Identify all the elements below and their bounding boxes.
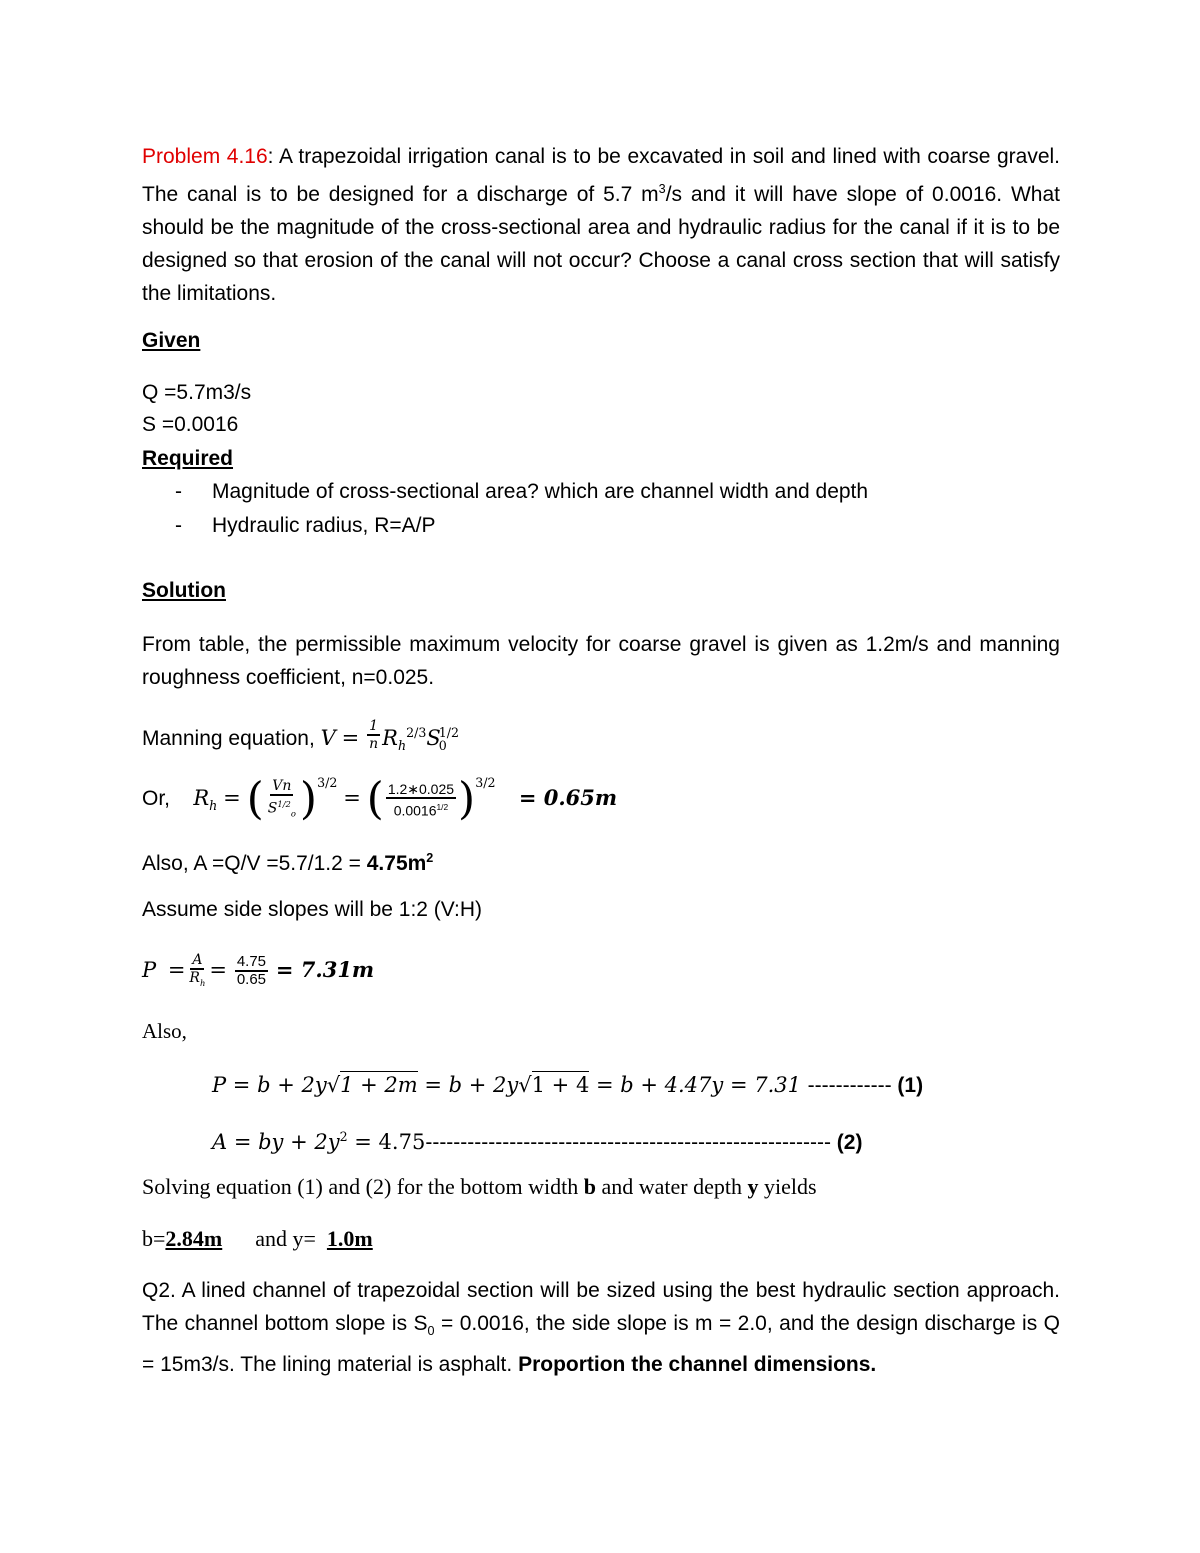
rh-result: = 0.65m <box>518 785 618 810</box>
q2-text-b: = 0.0016, the side slope is m = 2.0, and the design discharge is Q = 15m3/s. The lining material is asphalt. <box>142 1312 1061 1377</box>
manning-frac-den: n <box>369 736 379 753</box>
rh-frac1-num: Vn <box>272 777 292 794</box>
rh-paren-close-1: ) <box>299 773 318 825</box>
eq1-a: P = b + 2y <box>212 1073 327 1097</box>
problem-label: Problem 4.16 <box>142 145 268 168</box>
result-y-value: 1.0m <box>326 1226 373 1251</box>
eq2-tag: (2) <box>836 1131 863 1154</box>
required-bullet-1: - <box>175 480 182 503</box>
q2-text-sub: 0 <box>427 1324 435 1339</box>
p-frac1-den <box>187 970 207 991</box>
equation-2 <box>212 1122 862 1158</box>
p-result: = 7.31m <box>275 957 375 982</box>
p-frac2-den: 0.65 <box>236 971 267 989</box>
problem-text-sup: 3 <box>658 182 666 196</box>
manning-frac-num: 1 <box>369 718 379 735</box>
assume-line: Assume side slopes will be 1:2 (V:H) <box>142 898 483 921</box>
area-result: 4.75m <box>366 852 427 875</box>
p-frac2-num: 4.75 <box>236 953 267 971</box>
rh-paren-close-2: ) <box>458 773 476 825</box>
rh-equation <box>142 770 617 829</box>
rh-frac2-den-base: 0.0016 <box>393 802 437 819</box>
or-label: Or, <box>142 787 171 810</box>
rh-frac2-num: 1.2∗0.025 <box>387 780 455 797</box>
given-s: S =0.0016 <box>142 413 239 436</box>
sqrt-symbol-2: √ <box>518 1073 532 1097</box>
solution-intro: From table, the permissible maximum velocity for coarse gravel is given as 1.2m/s and manning roughness coefficient, n=0.025. <box>142 633 1060 689</box>
p-frac1-den-base: R <box>189 970 200 987</box>
eq1-sqrt1: 1 + 2m <box>340 1073 418 1097</box>
perimeter-equation <box>142 950 374 991</box>
eq1-c: = b + 4.47y = 7.31 <box>589 1073 808 1097</box>
eq1-b: = b + 2y <box>417 1073 519 1097</box>
given-q: Q =5.7m3/s <box>142 381 252 404</box>
area-line <box>142 843 433 879</box>
q2-text-bold: Proportion the channel dimensions. <box>518 1353 877 1377</box>
eq2-dashes: ---------------------------------------------------------- <box>425 1131 837 1154</box>
solving-d: yields <box>758 1174 817 1199</box>
result-b-label: b= <box>142 1226 166 1251</box>
result-and: and y= <box>255 1226 322 1251</box>
area-result-sup: 2 <box>426 851 434 865</box>
eq2-b: = 4.75 <box>347 1130 426 1154</box>
rh-frac1-den <box>266 796 298 821</box>
p-eq: = <box>167 958 186 982</box>
eq1-tag: (1) <box>897 1074 924 1097</box>
rh-frac2-den <box>392 799 450 819</box>
rh-eq2: = <box>343 786 361 810</box>
p-fraction-2 <box>235 954 268 988</box>
given-heading: Given <box>142 329 201 352</box>
rh-frac1-den-sub: o <box>290 808 296 819</box>
p-frac1-num: A <box>192 952 203 969</box>
problem-text-b: /s and it will have slope of 0.0016. What should be the magnitude of the cross-sectional area and hydraulic radius for the canal if it is to be designed so that erosion of the canal will not occur? Choose a canal cross section that will satisfy the limitations. <box>142 183 1061 305</box>
manning-eq: = <box>341 726 360 750</box>
problem-text-a: : A trapezoidal irrigation canal is to be excavated in soil and lined with coarse gravel. The canal is to be designed for a discharge of 5.7 m <box>142 145 1061 206</box>
p-eq2: = <box>209 958 227 982</box>
manning-s-sub: 0 <box>438 738 447 754</box>
solving-y: y <box>747 1174 759 1199</box>
problem-statement <box>142 140 1060 310</box>
rh-exp-1: 3/2 <box>317 775 338 790</box>
manning-v: V <box>320 726 336 750</box>
rh-fraction-1 <box>266 778 298 821</box>
eq2-sup: 2 <box>339 1129 348 1144</box>
rh-fraction-2 <box>386 781 456 819</box>
manning-equation <box>142 718 467 761</box>
rh-eq: = <box>223 786 241 810</box>
result-line <box>142 1224 373 1254</box>
manning-fraction <box>367 718 380 752</box>
p-fraction-1 <box>187 952 207 991</box>
required-item-2: Hydraulic radius, R=A/P <box>212 514 436 537</box>
rh-symbol: R <box>193 786 210 810</box>
solving-a: Solving equation (1) and (2) for the bottom width <box>142 1174 584 1199</box>
q2-statement <box>142 1274 1060 1381</box>
q2-text-a: Q2. A lined channel of trapezoidal section will be sized using the best hydraulic section approach. The channel bottom slope is S <box>142 1279 1060 1335</box>
manning-label: Manning equation, <box>142 727 315 750</box>
area-text: Also, A =Q/V =5.7/1.2 = <box>142 852 367 875</box>
manning-rh-sub: h <box>397 738 407 754</box>
solving-b: b <box>583 1174 597 1199</box>
sqrt-symbol-1: √ <box>326 1073 341 1097</box>
also-label: Also, <box>142 1019 187 1043</box>
p-frac1-den-sub: h <box>199 977 206 988</box>
solving-line <box>142 1172 817 1202</box>
manning-rh: R <box>382 726 398 750</box>
eq1-dashes: ------------ <box>807 1074 898 1097</box>
solving-c: and water depth <box>596 1174 748 1199</box>
rh-frac2-den-exp: 1/2 <box>436 801 449 812</box>
rh-symbol-sub: h <box>209 798 218 814</box>
required-heading: Required <box>142 447 234 470</box>
manning-s-exp: 1/2 <box>438 725 460 740</box>
rh-exp-2: 3/2 <box>475 775 496 790</box>
equation-1 <box>212 1070 923 1101</box>
required-bullet-2: - <box>175 514 182 537</box>
rh-frac1-den-exp: 1/2 <box>277 798 291 809</box>
rh-frac1-den-base: S <box>267 800 278 817</box>
rh-paren-open-2: ( <box>366 773 384 825</box>
result-b-value: 2.84m <box>165 1226 223 1251</box>
manning-rh-exp: 2/3 <box>406 725 427 740</box>
rh-paren-open-1: ( <box>246 773 264 825</box>
solution-heading: Solution <box>142 579 226 602</box>
eq1-sqrt2: 1 + 4 <box>531 1073 590 1097</box>
eq2-a: A = by + 2y <box>212 1130 340 1154</box>
manning-s: S <box>426 726 441 750</box>
required-item-1: Magnitude of cross-sectional area? which are channel width and depth <box>212 480 869 503</box>
p-symbol: P <box>142 958 157 982</box>
